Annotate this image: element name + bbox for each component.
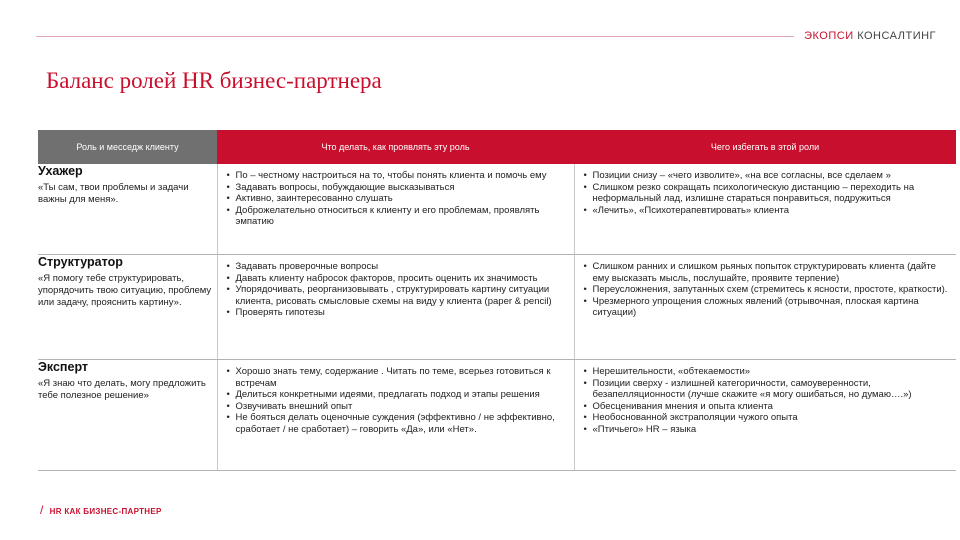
list-item: • Озвучивать внешний опыт <box>236 401 566 413</box>
list-item: • Активно, заинтересованно слушать <box>236 193 566 205</box>
top-divider <box>36 36 794 37</box>
page-title: Баланс ролей HR бизнес-партнера <box>46 68 382 93</box>
role-name: Эксперт <box>38 360 89 374</box>
footer-slash: / <box>40 503 44 517</box>
list-item: • Чрезмерного упрощения сложных явлений (отрывочная, плоская картина ситуации) <box>593 296 949 319</box>
list-item: • «Лечить», «Психотерапевтировать» клиента <box>593 205 949 217</box>
role-name: Структуратор <box>38 255 123 269</box>
role-cell <box>38 255 217 360</box>
do-cell <box>217 255 574 360</box>
brand-part-1: ЭКОПСИ <box>804 30 854 42</box>
avoid-list <box>575 170 957 216</box>
list-item: • Нерешительности, «обтекаемости» <box>593 366 949 378</box>
role-message: «Ты сам, твои проблемы и задачи важны для меня». <box>38 182 189 205</box>
list-item: • Проверять гипотезы <box>236 307 566 319</box>
brand-part-2: КОНСАЛТИНГ <box>857 30 936 42</box>
footer-text: HR КАК БИЗНЕС-ПАРТНЕР <box>49 507 162 516</box>
list-item: • Необоснованной экстраполяции чужого опыта <box>593 412 949 424</box>
do-cell <box>217 164 574 255</box>
footer-label <box>40 503 162 517</box>
role-name: Ухажер <box>38 164 83 178</box>
do-cell <box>217 360 574 471</box>
avoid-cell <box>574 360 956 471</box>
do-list <box>218 261 574 319</box>
do-list <box>218 170 574 228</box>
list-item: • Хорошо знать тему, содержание . Читать по теме, всерьез готовиться к встречам <box>236 366 566 389</box>
list-item: • Позиции сверху - излишней категоричности, самоуверенности, безапелляционности (лучше скажите «я могу ошибаться, но думаю….») <box>593 378 949 401</box>
role-cell <box>38 360 217 471</box>
list-item: • Задавать проверочные вопросы <box>236 261 566 273</box>
list-item: • Переусложнения, запутанных схем (стремитесь к ясности, простоте, краткости). <box>593 284 949 296</box>
list-item: • Позиции снизу – «чего изволите», «на все согласны, все сделаем » <box>593 170 949 182</box>
list-item: • Делиться конкретными идеями, предлагать подход и этапы решения <box>236 389 566 401</box>
avoid-cell <box>574 164 956 255</box>
role-message: «Я знаю что делать, могу предложить тебе полезное решение» <box>38 378 206 401</box>
avoid-cell <box>574 255 956 360</box>
do-list <box>218 366 574 435</box>
avoid-list <box>575 366 957 435</box>
list-item: • Упорядочивать, реорганизовывать , структурировать картину ситуации клиента, рисовать смысловые схемы на виду у клиента (paper & pencil) <box>236 284 566 307</box>
brand-logo <box>804 30 936 42</box>
list-item: • По – честному настроиться на то, чтобы понять клиента и помочь ему <box>236 170 566 182</box>
table-row <box>38 360 956 471</box>
list-item: • Доброжелательно относиться к клиенту и его проблемам, проявлять эмпатию <box>236 205 566 228</box>
header-do: Что делать, как проявлять эту роль <box>217 130 574 164</box>
header-role: Роль и месседж клиенту <box>38 130 217 164</box>
list-item: • Обесценивания мнения и опыта клиента <box>593 401 949 413</box>
table-row <box>38 164 956 255</box>
table-row <box>38 255 956 360</box>
list-item: • Давать клиенту набросок факторов, просить оценить их значимость <box>236 273 566 285</box>
table-header-row <box>38 130 956 164</box>
list-item: • Задавать вопросы, побуждающие высказываться <box>236 182 566 194</box>
header-avoid: Чего избегать в этой роли <box>574 130 956 164</box>
role-message: «Я помогу тебе структурировать, упорядочить твою ситуацию, проблему или задачу, прояснить картину». <box>38 273 212 308</box>
role-cell <box>38 164 217 255</box>
roles-table <box>38 130 956 471</box>
list-item: • Не бояться делать оценочные суждения (эффективно / не эффективно, сработает / не сработает) – говорить «Да», или «Нет». <box>236 412 566 435</box>
list-item: • Слишком ранних и слишком рьяных попыток структурировать клиента (дайте ему высказать мысль, послушайте, проявите терпение) <box>593 261 949 284</box>
avoid-list <box>575 261 957 319</box>
list-item: • Слишком резко сокращать психологическую дистанцию – переходить на неформальный лад, излишне стараться понравиться, подружиться <box>593 182 949 205</box>
list-item: • «Птичьего» HR – языка <box>593 424 949 436</box>
